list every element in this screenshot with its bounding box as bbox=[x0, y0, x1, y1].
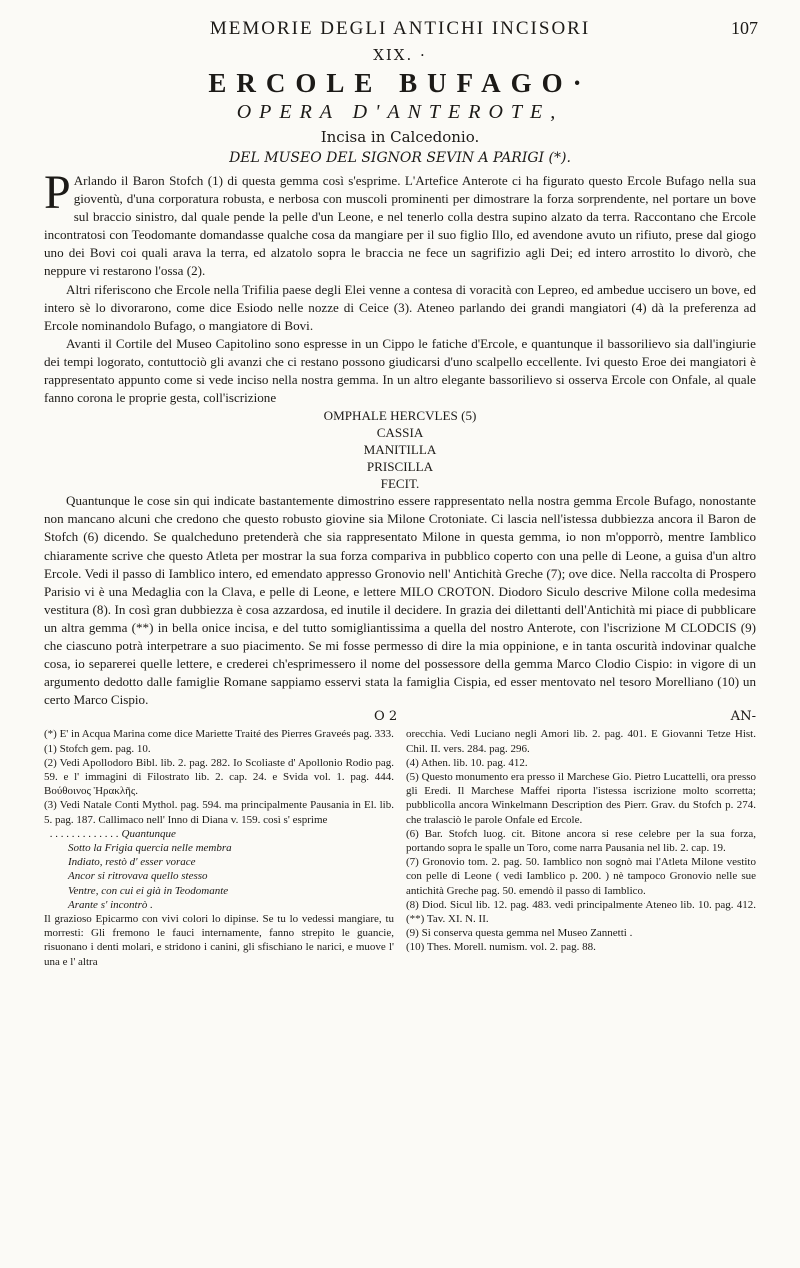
footnote: (9) Si conserva questa gemma nel Museo Zannetti . bbox=[406, 927, 633, 940]
verse-line: . . . . . . . . . . . . . Quantunque bbox=[50, 827, 176, 840]
footnote: (3) Vedi Natale Conti Mythol. pag. 594. ma principalmente Pausania in El. lib. 5. pag. 187. Callimaco nell' Inno di Diana v. 159. così s' esprime bbox=[44, 799, 394, 826]
catchline bbox=[44, 709, 756, 727]
footnotes bbox=[44, 727, 756, 968]
footnote: orecchia. Vedi Luciano negli Amori lib. 2. pag. 401. E Giovanni Tetze Hist. Chil. II. vers. 284. pag. 296. bbox=[406, 728, 756, 755]
footnote: (10) Thes. Morell. numism. vol. 2. pag. 88. bbox=[406, 941, 596, 954]
verse-line: Indiato, restò d' esser vorace bbox=[68, 856, 196, 869]
paragraph bbox=[44, 166, 756, 281]
verse-line: Sotto la Frigia quercia nelle membra bbox=[68, 841, 232, 854]
inscription-line: CASSIA bbox=[376, 425, 424, 441]
engraving-material: Incisa in Calcedonio. bbox=[320, 128, 480, 146]
footnote: (2) Vedi Apollodoro Bibl. lib. 2. pag. 282. Io Scoliaste d' Apollonio Rodio pag. 59. e l' immagini di Filostrato lib. 2. cap. 24. e Svida vol. 1. pag. 444. Βούθοινος Ἡρακλῆς. bbox=[44, 756, 394, 798]
section-number: XIX. · bbox=[373, 46, 427, 64]
signature-mark: O 2 bbox=[374, 709, 398, 725]
paragraph: Avanti il Cortile del Museo Capitolino sono espresse in un Cippo le fatiche d'Ercole, e quantunque il bassorilievo sia dall'ingiurie dei tempi logorato, contuttociò gli avanzi che ci restano possono giudicarsi d'uno scalpello eccellente. Ivi questo Eroe dei mangiatori è rappresentato appunto come si vede inciso nella nostra gemma. In un altro elegante bassorilievo si osserva Ercole con Onfale, al quale fanno corona le proprie gesta, coll'iscrizione bbox=[44, 335, 756, 406]
footnote: (4) Athen. lib. 10. pag. 412. bbox=[406, 756, 528, 769]
paragraph: Quantunque le cose sin qui indicate bastantemente dimostrino essere rappresentato nella nostra gemma Ercole Bufago, nonostante non mancano alcuni che credono che questo robusto giovine sia Milone Crotoniate. Ci lascia nell'istessa dubbiezza ancora il Baron de Stofch (6) dicendo. Se qualcheduno pretenderà che sia rappresentato Milone in questa gemma, io non m'opporrò, mentre Iamblico chiaramente scrive che questo Atleta per mostrar la sua forza compariva in pubblico coperto con una pelle di Leone, a guisa d'un altro Ercole. Vedi il passo di Iamblico intero, ed emendato appresso Gronovio nell' Antichità Greche (7); ove dice. Nella raccolta di Prospero Parisio vi è una Medaglia con la Clava, e pelle di Leone, e lettere MILO CROTON. Diodoro Siculo descrive Milone colla medesima vestitura (8). In così gran dubbiezza è cosa azzardosa, ed inutile il decidere. In grazia dei dilettanti dell'Antichità mi piace di pubblicare un altra gemma (**) in bella onice incisa, e del tutto somigliantissima a quella del nostro Anterote, con l'iscrizione M CLODCIS (9) che ciascuno potrà interpetrare a suo piacimento. Se mi fosse permesso di dire la mia oppinione, e in tanta oscurità indovinar qualche cosa, io separerei quelle lettere, e crederei ch'esprimessero il nome del possessore della gemma Marco Clodio Cispio: in vigore di un argumento dedotto dalle famiglie Romane sappiamo esservi stata la famiglia Cispia, ed esser mentovato nel tesoro Morelliano (10) un certo Marco Cispio. bbox=[44, 493, 756, 708]
inscription-line: OMPHALE HERCVLES (5) bbox=[323, 408, 477, 424]
footnote: (6) Bar. Stofch luog. cit. Bitone ancora si rese celebre per la sua forza, portando sopra le spalle un Toro, come narra Pausania nel lib. 2. cap. 19. bbox=[406, 827, 756, 854]
footnotes-left-column bbox=[44, 727, 394, 968]
book-page bbox=[44, 18, 756, 969]
museum-line: DEL MUSEO DEL SIGNOR SEVIN A PARIGI (*). bbox=[229, 150, 571, 166]
subtitle: OPERA D'ANTEROTE, bbox=[236, 101, 564, 123]
inscription-line: FECIT. bbox=[380, 476, 420, 492]
verse-line: Ventre, con cui ei già in Teodomante bbox=[68, 884, 229, 897]
footnote: (7) Gronovio tom. 2. pag. 50. Iamblico non sognò mai l'Atleta Milone vestito con pelle di Leone ( vedi Iamblico p. 200. ) nè tampoco Gronovio nelle sue antichità Greche pag. 50. emendò il passo di Iamblico. bbox=[406, 856, 756, 897]
footnotes-right-column bbox=[406, 727, 756, 968]
inscription bbox=[44, 407, 756, 492]
footnote: (*) E' in Acqua Marina come dice Mariette Traité des Pierres Graveés pag. 333. bbox=[44, 728, 394, 741]
footnote: (5) Questo monumento era presso il Marchese Gio. Pietro Lucattelli, ora presso gli Eredi. Il Marchese Maffei riporta l'istessa iscrizione molto scorretta; pubblicolla ancora Winkelmann Description des Pierr. Grav. du Stofch p. 274. che tralasciò le parole Onfale ed Ercole. bbox=[406, 770, 756, 826]
running-title: MEMORIE DEGLI ANTICHI INCISORI bbox=[209, 18, 591, 39]
catchword: AN- bbox=[730, 709, 756, 725]
inscription-line: MANITILLA bbox=[363, 442, 437, 458]
paragraph: Altri riferiscono che Ercole nella Trifilia paese degli Elei venne a contesa di voracità con Lepreo, ed ambedue uccisero un bove, ed intero sè lo divorarono, come dice Esiodo nelle nozze di Ceice (3). Ateneo parlando dei grandi mangiatori (4) dà la preferenza ad Ercole nominandolo Bufago, o mangiatore di Bovi. bbox=[44, 281, 756, 333]
main-title: ERCOLE BUFAGO· bbox=[208, 68, 592, 98]
footnote: (1) Stofch gem. pag. 10. bbox=[44, 742, 151, 755]
footnote: (8) Diod. Sicul lib. 12. pag. 483. vedi principalmente Ateneo lib. 10. pag. 412. (**) Tav. XI. N. II. bbox=[406, 898, 756, 925]
page-number: 107 bbox=[731, 18, 758, 38]
paragraph-text: Arlando il Baron Stofch (1) di questa gemma così s'esprime. L'Artefice Anterote ci ha figurato questo Ercole Bufago nella sua gioventù, d'una corporatura robusta, e nerbosa con muscoli prominenti per dimostrare la forza sorprendente, nel portare un bove sul braccio sinistro, dal quale pende la pelle d'un Leone, e nel tenerlo colla destra supino alzato da terra. Raccontano che Ercole incontratosi con Teodomante domandasse qualche cosa da mangiare per il suo figlio Illo, ed avendone avuto un rifiuto, prese dal giogo uno dei Bovi coi quali arava la terra, ed alzatolo sopra le braccia ne fece un sagrifizio agli Dei; ed intero arrostito lo divorò, che neppure vi restarono l'ossa (2). bbox=[44, 173, 756, 279]
body-text bbox=[44, 166, 756, 709]
inscription-line: PRISCILLA bbox=[366, 459, 434, 475]
verse-line: Ancor si ritrovava quello stesso bbox=[68, 870, 208, 883]
running-head bbox=[44, 18, 756, 46]
footnote: Il grazioso Epicarmo con vivi colori lo dipinse. Se tu lo vedessi mangiare, tu morresti: Gli fremono le fauci internamente, fanno strepito le guancie, risuonano i denti molari, e stridono i canini, gli sfischiano le narici, e muove l' una e l' altra bbox=[44, 912, 394, 968]
drop-cap: P bbox=[44, 166, 71, 219]
verse-line: Arante s' incontrò . bbox=[68, 898, 153, 911]
